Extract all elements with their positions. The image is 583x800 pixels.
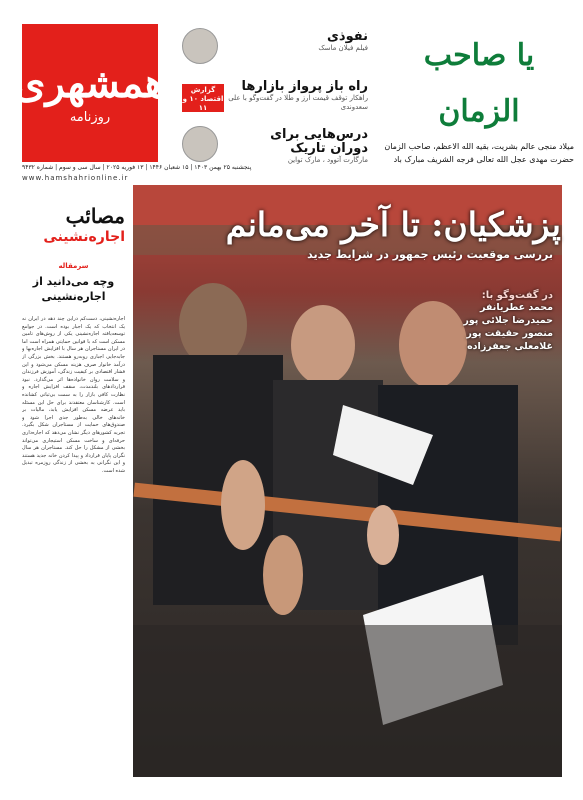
interviewee-2: حمیدرضا جلائی پور bbox=[463, 315, 553, 326]
left-column-kicker: سرمقاله bbox=[58, 262, 89, 270]
interview-box bbox=[433, 290, 553, 353]
left-column-title: مصائب bbox=[65, 204, 125, 228]
masthead-logo bbox=[14, 24, 166, 162]
main-subheadline: بررسی موقعیت رئیس جمهور در شرایط جدید bbox=[307, 248, 553, 261]
teaser-2-seal: گزارش اقتصاد ۱۰ و ۱۱ bbox=[182, 86, 224, 112]
teaser-3-photo bbox=[182, 126, 218, 162]
left-column-body: اجاره‌نشینی، دست‌کم دراین چند دهه در ایران نه یک انتخاب که یک اجبار بوده است. در جوامع توسعه‌یافته اجاره‌نشینی یکی از روش‌های تامین مسکن است که با قوانین حمایتی همراه است اما در ایران مستاجران هر سال با افزایش اجاره‌بها و جابه‌جایی اجباری روبه‌رو هستند. بخش بزرگی از درآمد خانوار صرف هزینه مسکن می‌شود و این فشار اقتصادی بر کیفیت زندگی، آموزش فرزندان و سلامت روان خانواده‌ها اثر می‌گذارد. نبود قراردادهای بلندمدت، سقف افزایش اجاره و نظارت کافی بازار را به سمت بی‌ثباتی کشانده است. کارشناسان معتقدند برای حل این مسئله باید عرضه مسکن افزایش یابد، مالیات بر خانه‌های خالی به‌طور جدی اجرا شود و صندوق‌های حمایت از مستاجران شکل بگیرد. تجربه کشورهای دیگر نشان می‌دهد که اجاره‌داری حرفه‌ای و ساخت مسکن استیجاری می‌تواند بخشی از مشکل را حل کند. مستاجران هر سال نگران پایان قرارداد و پیدا کردن خانه جدید هستند و این نگرانی به بخشی از زندگی روزمره تبدیل شده است. bbox=[22, 316, 125, 474]
teaser-1-photo bbox=[182, 28, 218, 64]
masthead-subtitle: روزنامه bbox=[69, 109, 111, 125]
calligraphy-artwork: یا صاحب الزمان bbox=[423, 38, 535, 129]
website-url[interactable]: www.hamshahrionline.ir bbox=[22, 174, 129, 182]
issue-line: پنجشنبه ۲۵ بهمن ۱۴۰۳ | ۱۵ شعبان ۱۴۴۶ | ۱۳ فوریه ۲۰۲۵ | سال سی و سوم | شماره ۹۴۳۲ bbox=[22, 164, 252, 171]
teaser-3-title: درس‌هایی برای دوران تاریک bbox=[270, 127, 368, 156]
teaser-1-title: نفوذی bbox=[327, 29, 368, 44]
teaser-2-title: راه باز پرواز بازارها bbox=[241, 79, 368, 94]
teaser-1-byline: فیلم فیلان ماسک bbox=[318, 44, 368, 52]
teaser-2-byline: راهکار توقف قیمت ارز و طلا در گفت‌وگو با علی سعدوندی bbox=[228, 94, 368, 111]
masthead-name: همشهری bbox=[14, 59, 166, 107]
interviewee-3: منصور حقیقت پور bbox=[466, 328, 553, 339]
greeting-text: میلاد منجی عالم بشریت، بقیه الله الاعظم، صاحب الزمان حضرت مهدی عجل الله تعالی فرجه الشریف مبارک باد bbox=[384, 142, 574, 164]
interviewee-4: غلامعلی جعفرزاده bbox=[467, 341, 553, 352]
main-headline[interactable]: پزشکیان: تا آخر می‌مانم bbox=[225, 205, 561, 244]
left-column-question: وچه می‌دانید از اجاره‌نشینی bbox=[32, 275, 115, 303]
interviewee-1: محمد عطریانفر bbox=[480, 302, 553, 313]
teaser-3-byline: مارگارت آتوود ، مارک تواین bbox=[287, 156, 368, 164]
left-column bbox=[22, 186, 125, 776]
interview-title: در گفت‌وگو با: bbox=[481, 290, 553, 301]
main-photo bbox=[133, 185, 562, 777]
crowd-illustration bbox=[133, 185, 562, 777]
left-column-subtitle: اجاره‌نشینی bbox=[43, 229, 125, 245]
